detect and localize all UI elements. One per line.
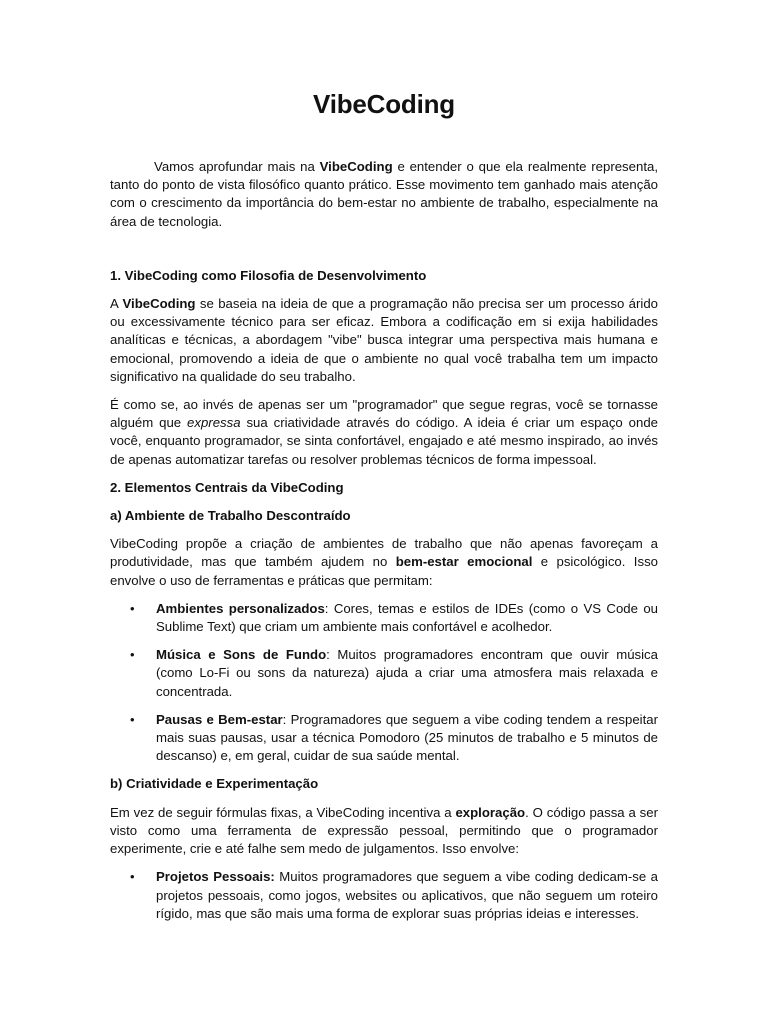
intro-text: Vamos aprofundar mais na bbox=[154, 159, 320, 174]
sa-bold: bem-estar emocional bbox=[395, 554, 533, 570]
list-item bbox=[110, 868, 658, 923]
subsection-b-list bbox=[110, 868, 658, 923]
list-item-text: : Cores, temas e estilos de IDEs (como o VS Code ou Sublime Text) que criam um ambiente mais confortável e acolhedor. bbox=[156, 600, 658, 635]
sa-text: VibeCoding propõe a criação de ambientes de trabalho que não apenas favoreçam a produtividade, mas que também ajudem no bbox=[110, 536, 658, 570]
sb-text: Em vez de seguir fórmulas fixas, a VibeCoding incentiva a bbox=[110, 804, 456, 820]
section2-heading: 2. Elementos Centrais da VibeCoding bbox=[110, 479, 344, 495]
s1p2-text: É como se, ao invés de apenas ser um "programador" que segue regras, você se tornasse alguém que bbox=[110, 397, 658, 431]
s1p1-text: A bbox=[110, 296, 123, 312]
s1p2-text-rest: sua criatividade através do código. A ideia é criar um espaço onde você, enquanto programador, se sinta confortável, engajado e até mesmo inspirado, ao invés de apenas automatizar tarefas ou resolver problemas técnicos de forma impessoal. bbox=[110, 415, 658, 467]
list-item bbox=[110, 646, 658, 701]
section1-paragraph-2 bbox=[110, 396, 658, 469]
subsection-a-heading: a) Ambiente de Trabalho Descontraído bbox=[110, 508, 351, 524]
list-item-bold: Pausas e Bem-estar bbox=[156, 711, 283, 727]
list-item-text: : Muitos programadores encontram que ouvir música (como Lo-Fi ou sons da natureza) ajuda a criar uma atmosfera mais relaxada e concentrada. bbox=[156, 647, 658, 699]
subsection-a-list bbox=[110, 600, 658, 766]
bullet-icon: • bbox=[130, 647, 135, 663]
document-title: VibeCoding bbox=[313, 89, 455, 119]
bullet-icon: • bbox=[130, 600, 135, 616]
s1p1-text-rest: se baseia na ideia de que a programação não precisa ser um processo árido ou excessivamente técnico para ser eficaz. Embora a codificação em si exija habilidades analíticas e técnicas, a abordagem "vibe" busca integrar uma perspectiva mais humana e emocional, promovendo a ideia de que o ambiente no qual você trabalha tem um impacto significativo na qualidade do seu trabalho. bbox=[110, 296, 659, 384]
sb-bold: exploração bbox=[455, 804, 526, 820]
list-item-bold: Projetos Pessoais: bbox=[156, 869, 275, 885]
list-item-bold: Música e Sons de Fundo bbox=[156, 647, 327, 663]
subsection-a-paragraph bbox=[110, 535, 658, 590]
s1p2-italic: expressa bbox=[187, 415, 241, 431]
list-item-bold: Ambientes personalizados bbox=[156, 600, 325, 616]
intro-bold: VibeCoding bbox=[319, 159, 393, 174]
section1-paragraph-1 bbox=[110, 295, 658, 386]
sa-text-rest: e psicológico. Isso envolve o uso de ferramentas e práticas que permitam: bbox=[110, 554, 658, 588]
section1-heading: 1. VibeCoding como Filosofia de Desenvolvimento bbox=[110, 267, 427, 283]
subsection-b-heading: b) Criatividade e Experimentação bbox=[110, 776, 319, 792]
list-item bbox=[110, 600, 658, 636]
list-item bbox=[110, 711, 658, 766]
list-item-text: Muitos programadores que seguem a vibe coding dedicam-se a projetos pessoais, como jogos, websites ou aplicativos, que não seguem um roteiro rígido, mas que são mais uma forma de explorar suas próprias ideias e interesses. bbox=[156, 869, 658, 921]
document-page bbox=[110, 82, 658, 923]
intro-text-rest: e entender o que ela realmente representa, tanto do ponto de vista filosófico quanto prático. Esse movimento tem ganhado mais atenção com o crescimento da importância do bem-estar no ambiente de trabalho, especialmente na área de tecnologia. bbox=[110, 159, 658, 229]
subsection-b-paragraph bbox=[110, 804, 658, 859]
bullet-icon: • bbox=[130, 711, 135, 727]
bullet-icon: • bbox=[130, 869, 135, 885]
intro-paragraph bbox=[110, 158, 658, 231]
s1p1-bold: VibeCoding bbox=[122, 296, 196, 312]
sb-text-rest: . O código passa a ser visto como uma ferramenta de expressão pessoal, permitindo que o programador experimente, crie e até falhe sem medo de julgamentos. Isso envolve: bbox=[110, 804, 658, 857]
list-item-text: : Programadores que seguem a vibe coding tendem a respeitar mais suas pausas, usar a técnica Pomodoro (25 minutos de trabalho e 5 minutos de descanso) e, em geral, cuidar de sua saúde mental. bbox=[156, 711, 658, 764]
